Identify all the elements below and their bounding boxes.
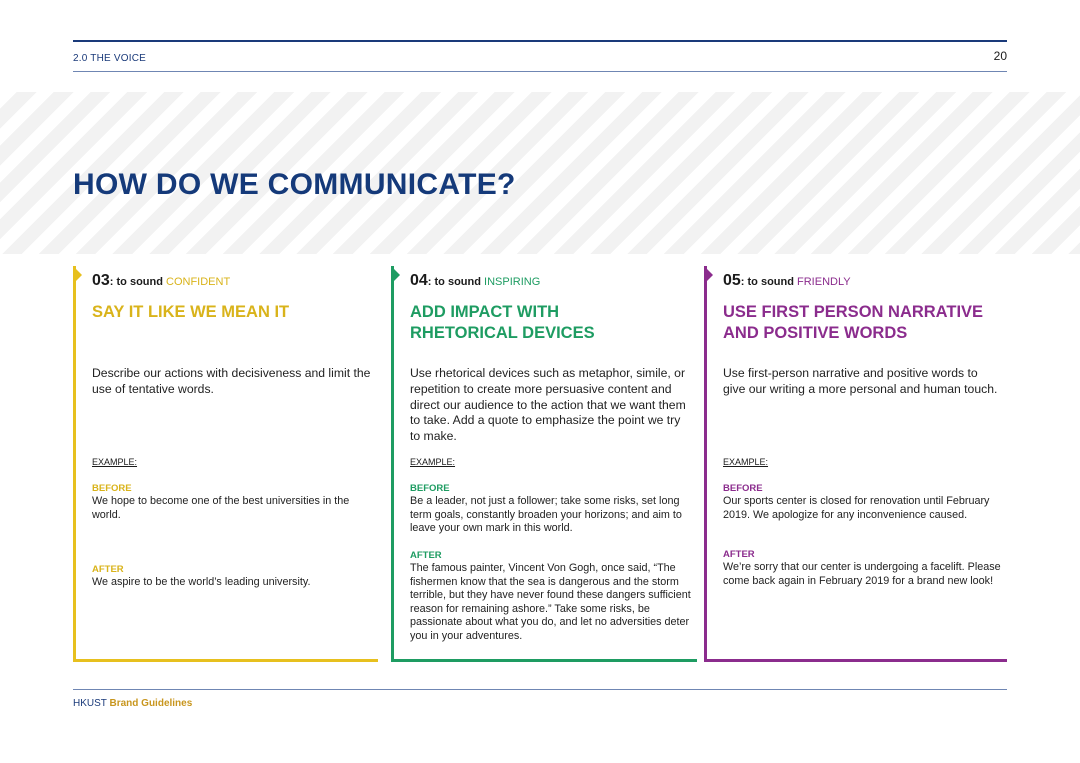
- example-label: EXAMPLE:: [723, 457, 769, 467]
- before-block: [410, 483, 691, 536]
- before-text: Be a leader, not just a follower; take some risks, set long term goals, constantly broaden your horizons; and aim to leave your own mark in this world.: [410, 495, 682, 535]
- card-description: Use rhetorical devices such as metaphor, simile, or repetition to create more persuasive content and direct our audience to the action that we want them to take. Add a quote to emphasize the point we try to make.: [410, 366, 686, 444]
- card-heading: [410, 272, 691, 290]
- card-bottom-bar: [391, 659, 697, 662]
- card-accent-bar: [391, 266, 394, 662]
- before-block: [723, 483, 1001, 522]
- footer-doc: Brand Guidelines: [109, 698, 193, 709]
- card-flag-icon: [391, 266, 400, 284]
- card-number: 05: [723, 272, 741, 289]
- card-mood: CONFIDENT: [166, 276, 231, 288]
- card-bottom-bar: [73, 659, 378, 662]
- card-accent-bar: [704, 266, 707, 662]
- header-subrule: [73, 71, 1007, 72]
- after-block: [723, 549, 1001, 588]
- card-mood: INSPIRING: [484, 276, 541, 288]
- card-title: USE FIRST PERSON NARRATIVE AND POSITIVE WORDS: [723, 303, 984, 342]
- after-label: AFTER: [410, 550, 442, 561]
- card-friendly: [704, 266, 1007, 662]
- card-flag-icon: [704, 266, 713, 284]
- after-label: AFTER: [92, 564, 124, 575]
- after-block: [410, 550, 691, 644]
- section-label: 2.0 THE VOICE: [73, 53, 146, 64]
- before-text: We hope to become one of the best universities in the world.: [92, 495, 350, 521]
- before-label: BEFORE: [723, 483, 763, 494]
- card-number: 04: [410, 272, 428, 289]
- page-title: HOW DO WE COMMUNICATE?: [73, 168, 516, 201]
- header-rule: [73, 40, 1007, 42]
- footer-org: HKUST: [73, 698, 107, 709]
- page-number: 20: [993, 49, 1007, 63]
- before-block: [92, 483, 372, 522]
- card-description: Use first-person narrative and positive words to give our writing a more personal and human touch.: [723, 366, 998, 396]
- card-title: SAY IT LIKE WE MEAN IT: [92, 303, 290, 321]
- card-mood: FRIENDLY: [797, 276, 851, 288]
- card-description: Describe our actions with decisiveness and limit the use of tentative words.: [92, 366, 371, 396]
- card-lead: : to sound: [740, 276, 798, 288]
- after-label: AFTER: [723, 549, 755, 560]
- footer-rule: [73, 689, 1007, 690]
- card-heading: [723, 272, 1001, 290]
- before-text: Our sports center is closed for renovation until February 2019. We apologize for any inconvenience caused.: [723, 495, 990, 521]
- card-confident: [73, 266, 378, 662]
- after-block: [92, 564, 372, 590]
- footer: [73, 698, 192, 709]
- card-number: 03: [92, 272, 110, 289]
- example-label: EXAMPLE:: [410, 457, 456, 467]
- after-text: The famous painter, Vincent Von Gogh, once said, “The fishermen know that the sea is dangerous and the storm terrible, but they have never found these dangers sufficient reason for remaining ashore.” Take some risks, be passionate about what you do, and let no adversities deter you in your adventures.: [410, 562, 691, 642]
- example-label: EXAMPLE:: [92, 457, 138, 467]
- card-accent-bar: [73, 266, 76, 662]
- before-label: BEFORE: [410, 483, 450, 494]
- before-label: BEFORE: [92, 483, 132, 494]
- card-heading: [92, 272, 372, 290]
- card-bottom-bar: [704, 659, 1007, 662]
- card-lead: : to sound: [427, 276, 485, 288]
- after-text: We’re sorry that our center is undergoing a facelift. Please come back again in February 2019 for a brand new look!: [723, 561, 1001, 587]
- card-inspiring: [391, 266, 697, 662]
- card-title: ADD IMPACT WITH RHETORICAL DEVICES: [410, 303, 595, 342]
- card-flag-icon: [73, 266, 82, 284]
- after-text: We aspire to be the world’s leading university.: [92, 576, 311, 588]
- card-lead: : to sound: [109, 276, 167, 288]
